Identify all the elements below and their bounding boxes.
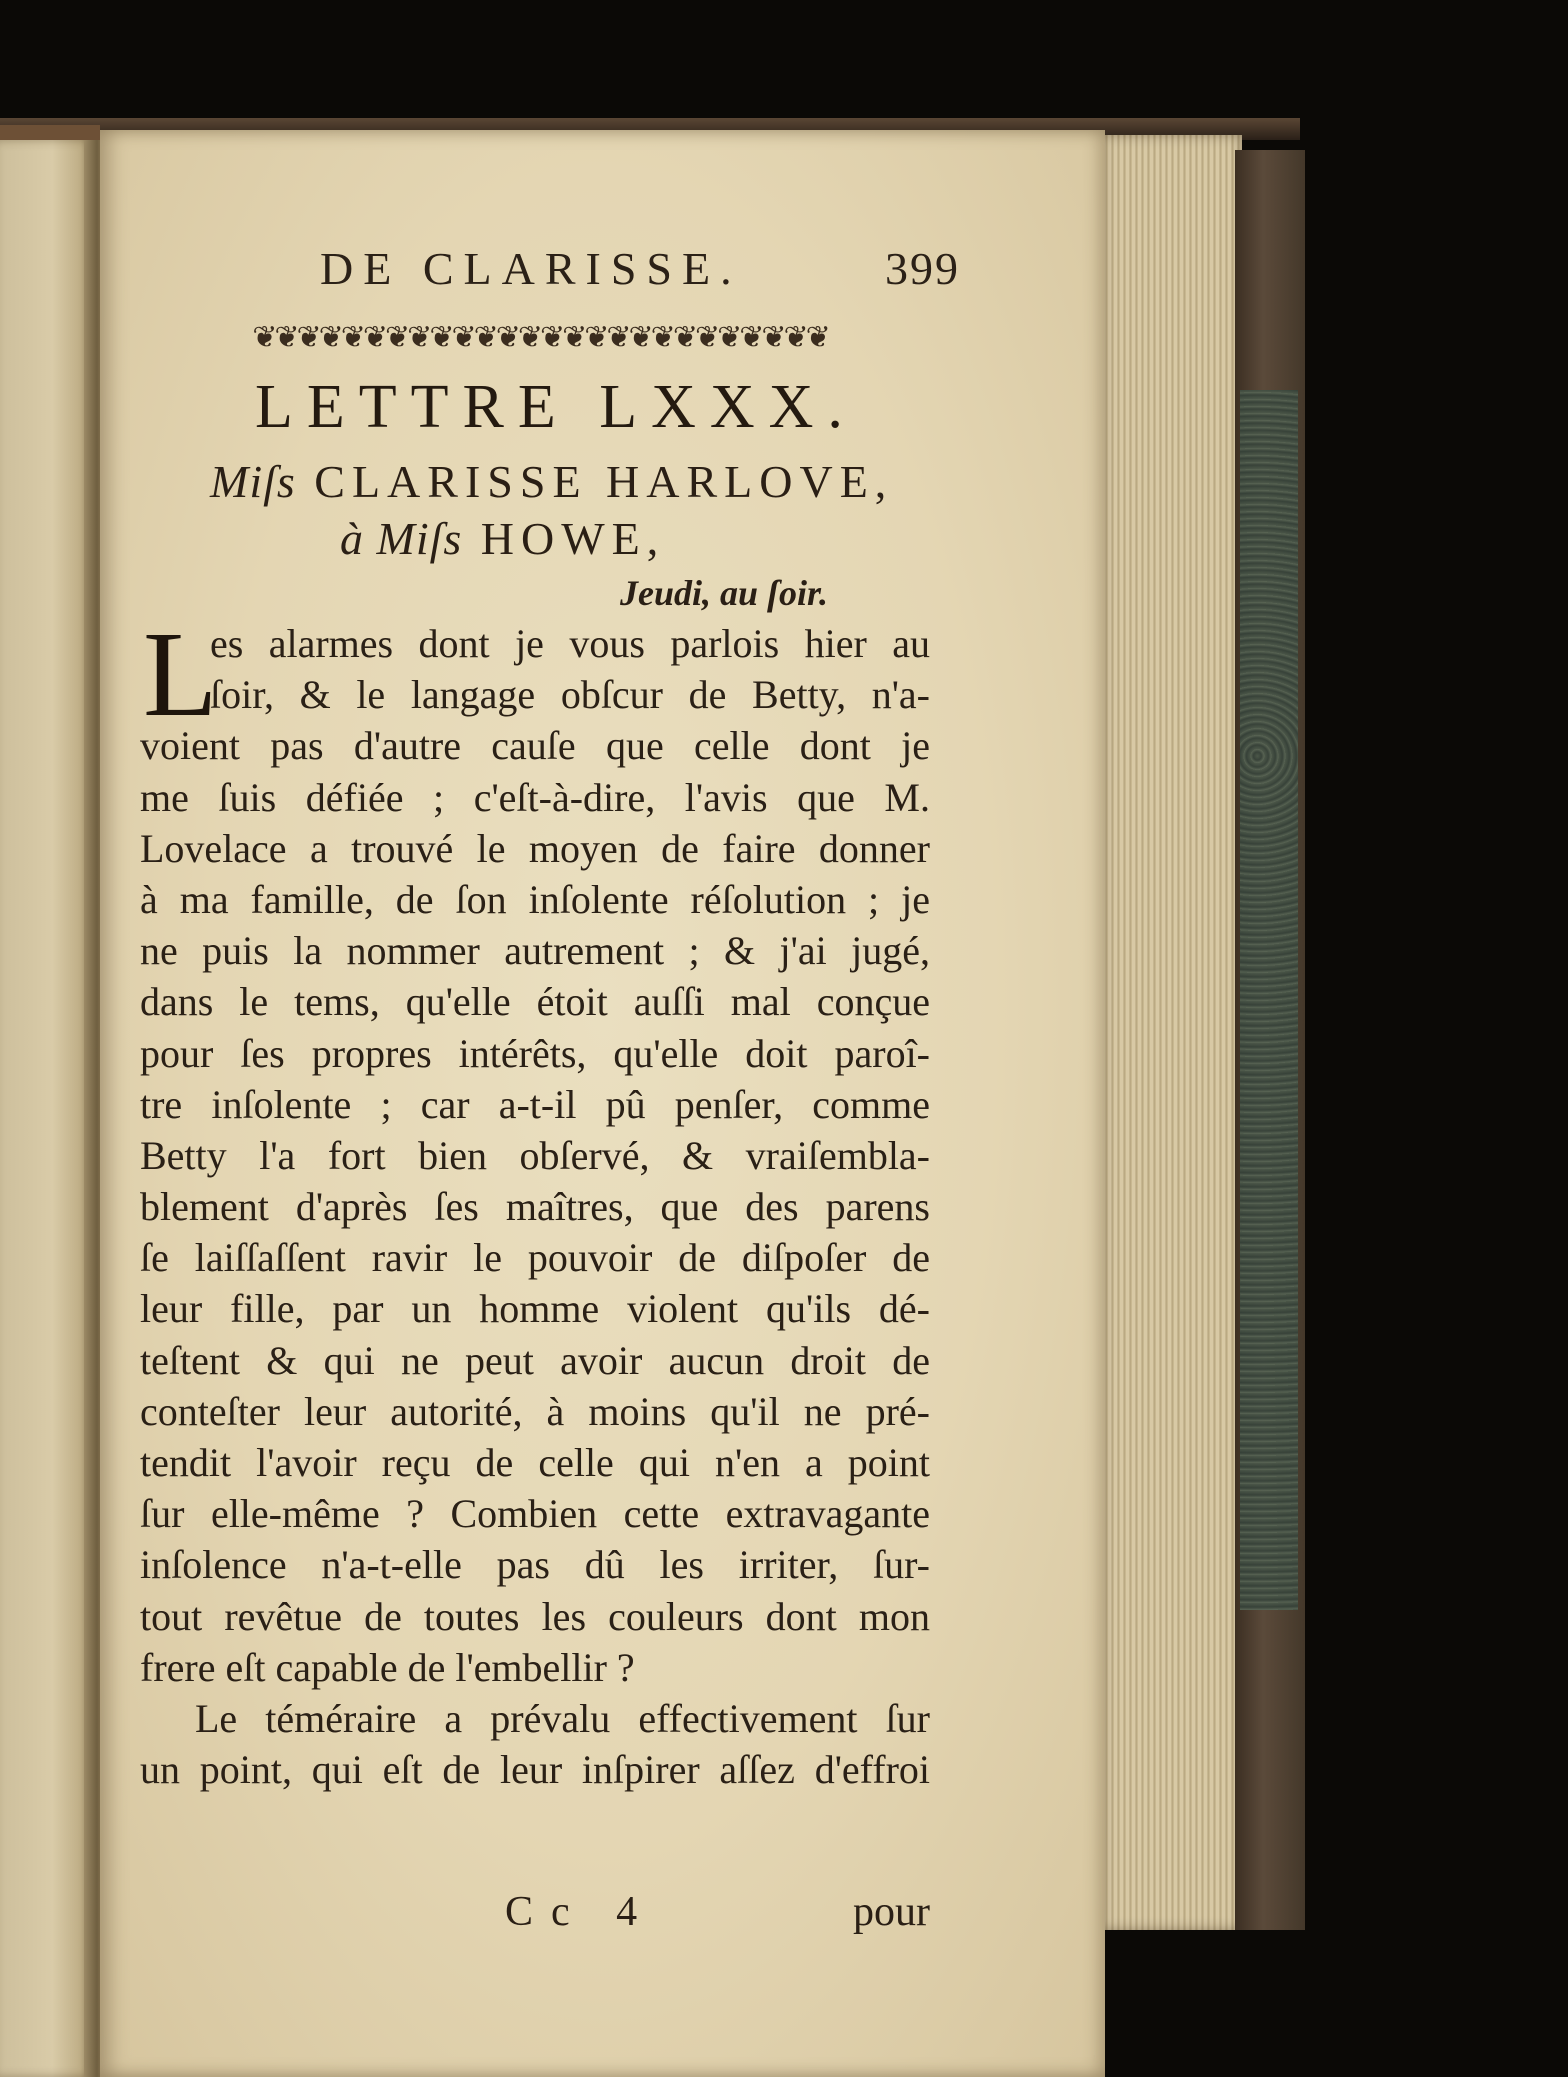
text-line: conteſter leur autorité, à moins qu'il ne pré- xyxy=(140,1388,930,1434)
text-line: à ma famille, de ſon inſolente réſolution ; je xyxy=(140,876,930,922)
letter-title: LETTRE LXXX. xyxy=(255,373,857,441)
page-footer xyxy=(140,1888,930,1948)
text-line: un point, qui eſt de leur inſpirer aſſez d'effroi xyxy=(140,1747,930,1793)
text-line: es alarmes dont je vous parlois hier au xyxy=(210,621,930,666)
salutation-line-1 xyxy=(210,455,894,508)
signature-mark: Cc 4 xyxy=(505,1889,656,1935)
facing-page xyxy=(0,140,95,2077)
salutation-name-1: CLARISSE HARLOVE, xyxy=(295,456,894,507)
page-edges xyxy=(1102,135,1242,1930)
text-line: voient pas d'autre cauſe que celle dont je xyxy=(140,723,930,769)
catchword: pour xyxy=(853,1889,930,1935)
text-line: me ſuis défiée ; c'eſt-à-dire, l'avis que M. xyxy=(140,774,930,820)
salutation-name-2: HOWE, xyxy=(462,513,666,564)
salutation-miss-2: Miſs xyxy=(376,513,463,564)
dateline: Jeudi, au ſoir. xyxy=(620,573,829,613)
text-line: dans le tems, qu'elle étoit auſſi mal conçue xyxy=(140,979,930,1025)
body-text xyxy=(140,607,930,1795)
salutation-prefix-2: à xyxy=(340,513,377,564)
text-line: tendit l'avoir reçu de celle qui n'en a point xyxy=(140,1440,930,1485)
text-line: pour ſes propres intérêts, qu'elle doit paroî- xyxy=(140,1030,930,1076)
drop-cap: L xyxy=(143,607,218,742)
text-line: tre inſolente ; car a-t-il pû penſer, comme xyxy=(140,1081,930,1127)
text-line: ne puis la nommer autrement ; & j'ai jugé, xyxy=(140,928,930,974)
text-line: frere eſt capable de l'embellir ? xyxy=(140,1644,635,1690)
text-line: ſoir, & le langage obſcur de Betty, n'a- xyxy=(210,672,930,718)
running-head-title: DE CLARISSE. xyxy=(320,243,742,294)
salutation-miss-1: Miſs xyxy=(210,456,296,507)
text-line: Betty l'a fort bien obſervé, & vraiſembla- xyxy=(140,1132,930,1178)
text-line: tout revêtue de toutes les couleurs dont mon xyxy=(140,1593,930,1639)
salutation-line-2 xyxy=(340,512,740,565)
spine-marbling xyxy=(1240,390,1298,1610)
running-head xyxy=(320,242,960,312)
text-line: teſtent & qui ne peut avoir aucun droit de xyxy=(140,1337,930,1383)
text-line: ſe laiſſaſſent ravir le pouvoir de diſpoſer de xyxy=(140,1235,930,1281)
text-line: blement d'après ſes maîtres, que des parens xyxy=(140,1184,930,1230)
text-line: ſur elle-même ? Combien cette extravagante xyxy=(140,1491,930,1537)
page-number: 399 xyxy=(885,243,960,294)
text-line: Le téméraire a prévalu effectivement ſur xyxy=(195,1695,930,1741)
ornament-band: ❦❦❦❦❦❦❦❦❦❦❦❦❦❦❦❦❦❦❦❦❦❦❦❦❦❦ xyxy=(252,321,828,354)
text-line: inſolence n'a-t-elle pas dû les irriter, ſur- xyxy=(140,1542,930,1588)
text-line: Lovelace a trouvé le moyen de faire donner xyxy=(140,825,930,871)
text-line: leur fille, par un homme violent qu'ils dé- xyxy=(140,1286,930,1332)
